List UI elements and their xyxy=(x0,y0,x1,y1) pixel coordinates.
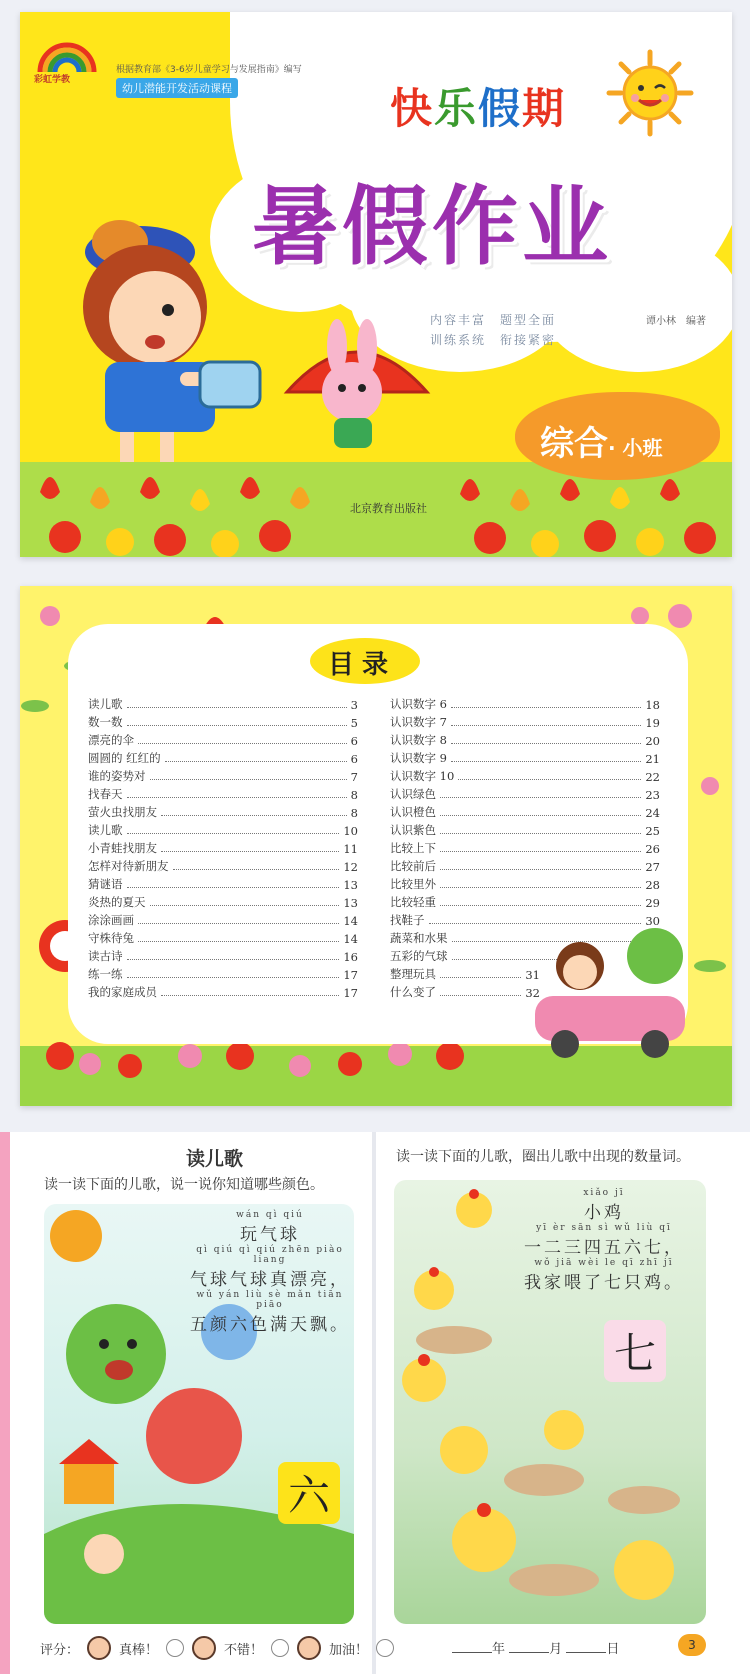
publisher-name: 北京教育出版社 xyxy=(350,502,427,515)
title-char: 乐 xyxy=(434,84,479,133)
toc-entry-title: 猜谜语 xyxy=(88,877,123,891)
toc-entry-title: 找鞋子 xyxy=(390,913,425,927)
cover-title-big: 暑假作业 xyxy=(252,177,612,277)
toc-entry[interactable] xyxy=(390,694,660,712)
title-char: 快 xyxy=(390,84,435,133)
toc-entry-title: 找春天 xyxy=(88,787,123,801)
toc-entry[interactable] xyxy=(390,712,660,730)
toc-entry[interactable] xyxy=(390,784,660,802)
toc-entry-page: 3 xyxy=(350,698,358,712)
title-char: 假 xyxy=(478,84,523,133)
page-edge xyxy=(0,1132,10,1674)
toc-entry-page: 6 xyxy=(350,752,358,766)
poem-line: 五颜六色满天飘。 xyxy=(190,1315,350,1335)
toc-entry[interactable] xyxy=(88,964,358,982)
toc-entry-title: 小青蛙找朋友 xyxy=(88,841,157,855)
toc-entry-title: 五彩的气球 xyxy=(390,949,448,963)
toc-entry-page: 19 xyxy=(645,716,660,730)
toc-entry[interactable] xyxy=(88,928,358,946)
score-option: 不错！ xyxy=(224,1642,264,1658)
toc-entry-title: 什么变了 xyxy=(390,985,436,999)
year-blank[interactable] xyxy=(452,1652,492,1653)
toc-entry-title: 比较前后 xyxy=(390,859,436,873)
toc-entry-title: 读儿歌 xyxy=(88,697,123,711)
toc-entry-page: 14 xyxy=(343,914,358,928)
toc-entry[interactable] xyxy=(88,784,358,802)
toc-entry-title: 认识数字 10 xyxy=(390,769,455,783)
poem-line: 一二三四五六七， xyxy=(524,1238,684,1258)
toc-entry[interactable] xyxy=(390,892,660,910)
toc-entry-title: 蔬菜和水果 xyxy=(390,931,448,945)
toc-entry-page: 28 xyxy=(645,878,660,892)
toc-entry[interactable] xyxy=(88,730,358,748)
cover-page xyxy=(20,12,732,557)
toc-entry[interactable] xyxy=(390,820,660,838)
toc-entry-page: 32 xyxy=(525,986,540,1000)
sun-icon xyxy=(605,48,695,138)
cover-subtitle: 根据教育部《3-6岁儿童学习与发展指南》编写 xyxy=(116,65,302,75)
toc-entry-title: 读儿歌 xyxy=(88,823,123,837)
score-option: 加油！ xyxy=(329,1642,369,1658)
pinyin: xiǎo jī xyxy=(583,1188,625,1198)
score-checkbox[interactable] xyxy=(271,1639,289,1657)
toc-entry-title: 比较里外 xyxy=(390,877,436,891)
toc-entry-page: 13 xyxy=(343,878,358,892)
poem-balloon xyxy=(186,1210,354,1335)
toc-entry[interactable] xyxy=(390,766,660,784)
toc-entry[interactable] xyxy=(88,946,358,964)
toc-entry[interactable] xyxy=(88,874,358,892)
toc-entry-title: 谁的姿势对 xyxy=(88,769,146,783)
date-unit: 年 xyxy=(492,1642,506,1657)
toc-entry-page: 23 xyxy=(645,788,660,802)
contents-page xyxy=(20,586,732,1106)
pinyin: wǔ yán liù sè mǎn tiān piāo xyxy=(196,1290,344,1310)
toc-entry-title: 认识数字 7 xyxy=(390,715,447,729)
score-checkbox[interactable] xyxy=(376,1639,394,1657)
poem-line: 我家喂了七只鸡。 xyxy=(524,1273,684,1293)
day-blank[interactable] xyxy=(566,1652,606,1653)
toc-entry-title: 比较上下 xyxy=(390,841,436,855)
balloon-scene xyxy=(44,1204,354,1624)
level-label xyxy=(540,416,663,465)
toc-entry[interactable] xyxy=(390,730,660,748)
date-unit: 日 xyxy=(606,1642,620,1657)
score-label: 评分： xyxy=(40,1642,80,1658)
pinyin: qì qiú qì qiú zhēn piào liang xyxy=(196,1245,344,1265)
toc-entry-page: 12 xyxy=(343,860,358,874)
toc-entry-title: 涂涂画画 xyxy=(88,913,134,927)
toc-entry[interactable] xyxy=(88,982,358,1000)
toc-entry-title: 我的家庭成员 xyxy=(88,985,157,999)
chick-scene xyxy=(394,1180,706,1624)
toc-entry-title: 萤火虫找朋友 xyxy=(88,805,157,819)
toc-entry-page: 14 xyxy=(343,932,358,946)
toc-entry-page: 21 xyxy=(645,752,660,766)
toc-entry-title: 读古诗 xyxy=(88,949,123,963)
toc-entry[interactable] xyxy=(88,766,358,784)
cover-badge: 幼儿潜能开发活动课程 xyxy=(116,78,238,98)
score-checkbox[interactable] xyxy=(166,1639,184,1657)
toc-entry-title: 炎热的夏天 xyxy=(88,895,146,909)
right-page-instruction: 读一读下面的儿歌，圈出儿歌中出现的数量词。 xyxy=(396,1149,690,1165)
toc-entry[interactable] xyxy=(390,856,660,874)
toc-entry-page: 29 xyxy=(645,896,660,910)
toc-entry[interactable] xyxy=(390,982,540,1000)
toc-entry-page: 30 xyxy=(645,914,660,928)
toc-entry-title: 数一数 xyxy=(88,715,123,729)
toc-entry-page: 7 xyxy=(350,770,358,784)
toc-entry-title: 整理玩具 xyxy=(390,967,436,981)
girl-face-icon xyxy=(192,1636,216,1660)
toc-entry-title: 认识橙色 xyxy=(390,805,436,819)
toc-entry[interactable] xyxy=(88,838,358,856)
toc-entry[interactable] xyxy=(88,748,358,766)
toc-entry[interactable] xyxy=(390,964,540,982)
toc-entry-page: 17 xyxy=(343,986,358,1000)
toc-entry-page: 18 xyxy=(645,698,660,712)
toc-entry-page: 17 xyxy=(343,968,358,982)
cover-title-small xyxy=(390,76,566,136)
toc-entry[interactable] xyxy=(390,802,660,820)
poem-line: 气球气球真漂亮， xyxy=(190,1270,350,1290)
toc-entry-title: 认识数字 9 xyxy=(390,751,447,765)
toc-entry[interactable] xyxy=(88,856,358,874)
page-number: 3 xyxy=(678,1634,706,1656)
score-option: 真棒！ xyxy=(119,1642,159,1658)
toc-entry[interactable] xyxy=(88,820,358,838)
toc-entry-page: 8 xyxy=(350,788,358,802)
toc-entry-page: 20 xyxy=(645,734,660,748)
car-kids-illustration xyxy=(525,916,695,1066)
toc-entry-page: 13 xyxy=(343,896,358,910)
toc-entry-title: 圆圆的 红红的 xyxy=(88,751,161,765)
girl-face-icon xyxy=(297,1636,321,1660)
toc-entry[interactable] xyxy=(390,838,660,856)
pinyin: wán qì qiú xyxy=(236,1210,304,1220)
toc-entry[interactable] xyxy=(88,892,358,910)
toc-entry-title: 漂亮的伞 xyxy=(88,733,134,747)
girl-face-icon xyxy=(87,1636,111,1660)
toc-entry-page: 16 xyxy=(343,950,358,964)
toc-entry-page: 11 xyxy=(343,842,358,856)
pinyin: wǒ jiā wèi le qī zhī jī xyxy=(534,1258,674,1268)
toc-entry-title: 怎样对待新朋友 xyxy=(88,859,169,873)
toc-entry-page: 27 xyxy=(645,860,660,874)
feature-line: 训练系统 衔接紧密 xyxy=(430,333,557,347)
toc-entry-page: 31 xyxy=(525,968,540,982)
toc-entry-title: 练一练 xyxy=(88,967,123,981)
toc-entry-page: 24 xyxy=(645,806,660,820)
title-char: 期 xyxy=(522,84,567,133)
workbook-spread xyxy=(0,1132,750,1674)
toc-entry-title: 守株待兔 xyxy=(88,931,134,945)
poem-title: 小鸡 xyxy=(584,1203,624,1223)
feature-line: 内容丰富 题型全面 xyxy=(430,313,557,327)
contents-title: 目录 xyxy=(328,650,397,680)
toc-entry-title: 比较轻重 xyxy=(390,895,436,909)
brand-name: 彩虹学教 xyxy=(34,75,71,85)
toc-entry-page: 25 xyxy=(645,824,660,838)
pinyin: yī èr sān sì wǔ liù qī xyxy=(536,1223,672,1233)
toc-entry[interactable] xyxy=(88,712,358,730)
toc-entry-page: 6 xyxy=(350,734,358,748)
level-sub: · 小班 xyxy=(608,436,663,460)
month-blank[interactable] xyxy=(509,1652,549,1653)
spine xyxy=(372,1132,376,1674)
left-page-instruction: 读一读下面的儿歌，说一说你知道哪些颜色。 xyxy=(44,1177,324,1193)
toc-entry-title: 认识绿色 xyxy=(390,787,436,801)
score-bar xyxy=(40,1636,394,1660)
number-card-seven: 七 xyxy=(604,1320,666,1382)
contents-column-left xyxy=(88,694,358,1000)
toc-entry-title: 认识数字 6 xyxy=(390,697,447,711)
cover-author: 谭小林 编著 xyxy=(646,316,706,327)
cover-features xyxy=(430,310,556,350)
number-card-six: 六 xyxy=(278,1462,340,1524)
toc-entry-page: 26 xyxy=(645,842,660,856)
toc-entry-page: 10 xyxy=(343,824,358,838)
toc-entry-title: 认识紫色 xyxy=(390,823,436,837)
toc-entry-page: 8 xyxy=(350,806,358,820)
date-fill xyxy=(452,1638,619,1657)
toc-entry[interactable] xyxy=(390,874,660,892)
date-unit: 月 xyxy=(549,1642,563,1657)
toc-entry-page: 22 xyxy=(645,770,660,784)
level-main: 综合 xyxy=(540,424,608,464)
toc-entry[interactable] xyxy=(88,802,358,820)
left-page-title: 读儿歌 xyxy=(186,1148,244,1170)
poem-title: 玩气球 xyxy=(240,1225,300,1245)
poem-chick xyxy=(504,1188,704,1293)
toc-entry-page: 5 xyxy=(350,716,358,730)
toc-entry[interactable] xyxy=(88,694,358,712)
toc-entry[interactable] xyxy=(390,748,660,766)
toc-entry-title: 认识数字 8 xyxy=(390,733,447,747)
toc-entry[interactable] xyxy=(88,910,358,928)
